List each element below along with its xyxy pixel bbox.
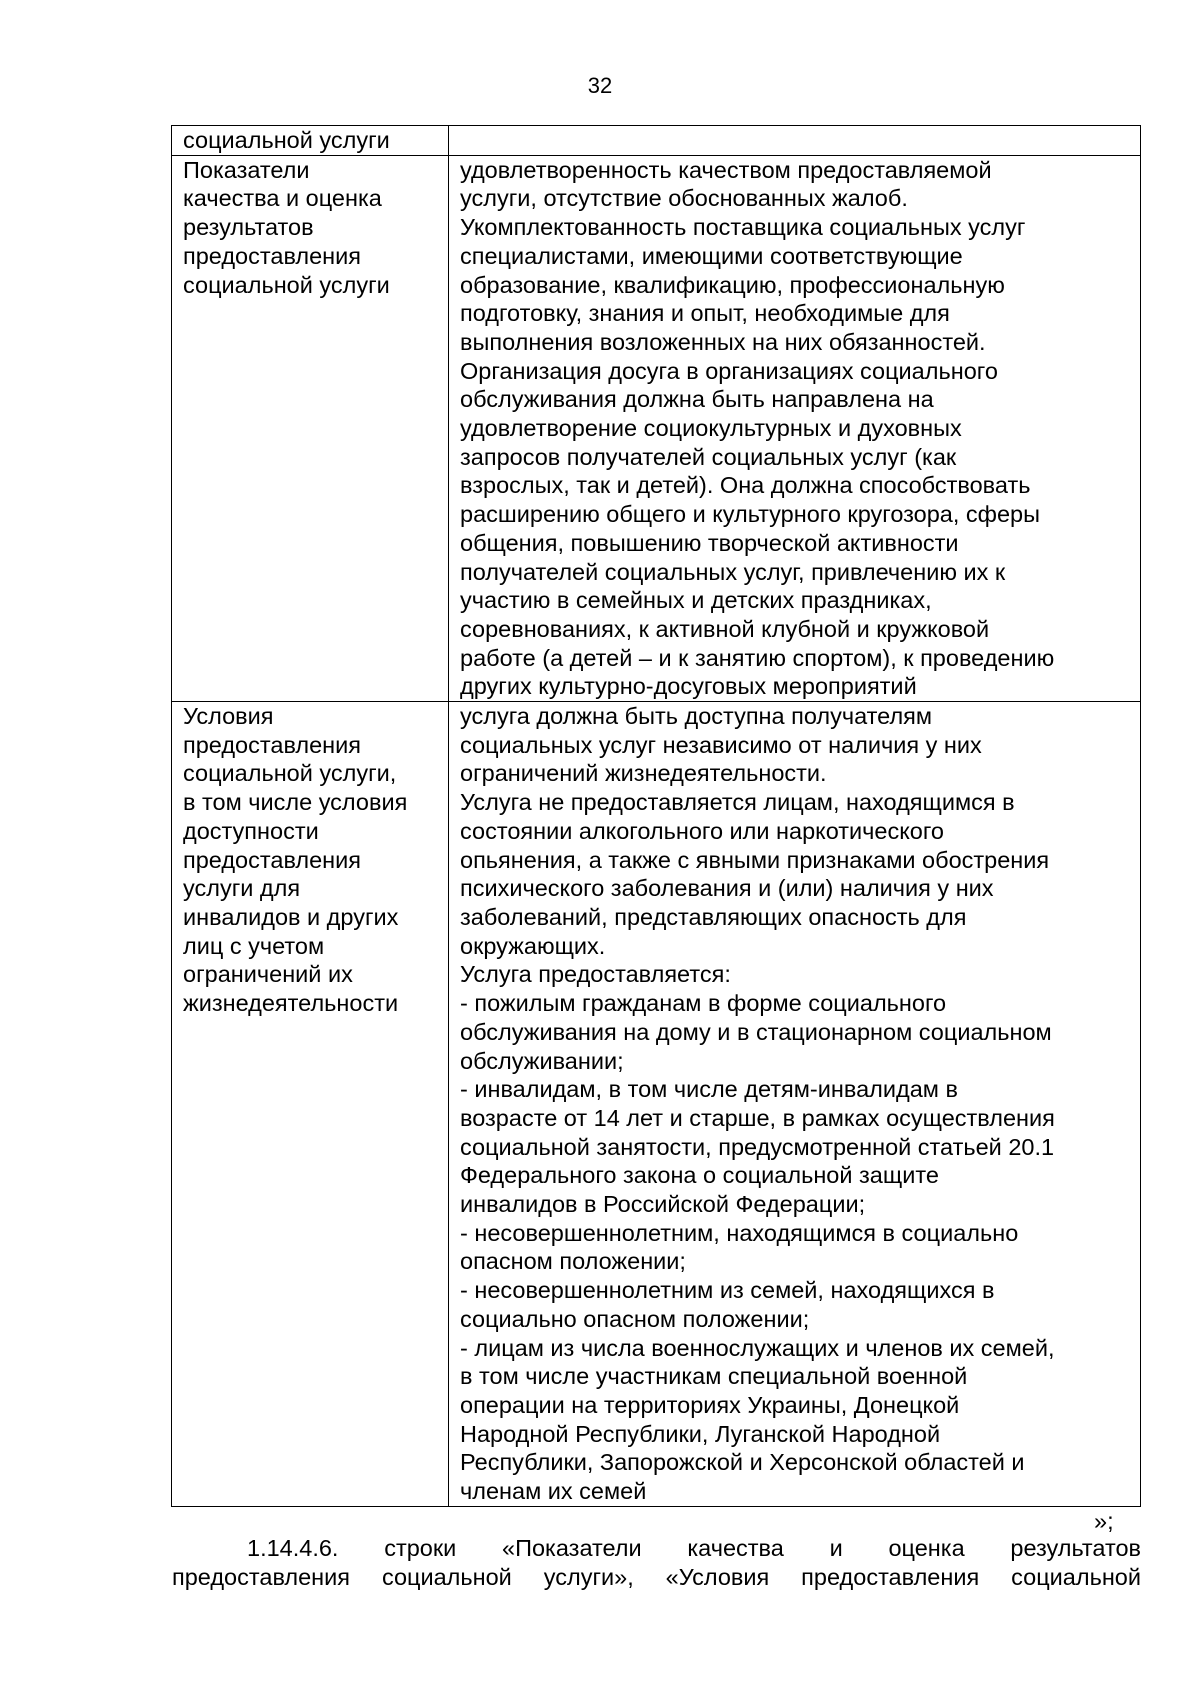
- text-line: предоставления: [183, 846, 362, 873]
- text-line: Федерального закона о социальной защите: [460, 1162, 939, 1189]
- text-line: взрослых, так и детей). Она должна способствовать: [460, 472, 1031, 499]
- row-content-cell: [449, 702, 1141, 1507]
- text-line: Показатели: [183, 156, 310, 183]
- text-line: в том числе участникам специальной военной: [460, 1363, 968, 1390]
- text-line: инвалидов и других: [183, 903, 399, 930]
- text-line: операции на территориях Украины, Донецкой: [460, 1391, 960, 1418]
- text-line: - несовершеннолетним, находящимся в социально: [460, 1219, 1019, 1246]
- row-label-cell: [172, 702, 449, 1507]
- row-label-cell: [172, 126, 449, 156]
- text-line: удовлетворенность качеством предоставляемой: [460, 156, 992, 183]
- text-line: специалистами, имеющими соответствующие: [460, 242, 963, 269]
- text-line: Услуга не предоставляется лицам, находящимся в: [460, 789, 1015, 816]
- text-line: в том числе условия: [183, 789, 408, 816]
- text-line: опьянения, а также с явными признаками обострения: [460, 846, 1050, 873]
- paragraph-line-2: предоставления социальной услуги», «Условия предоставления социальной: [172, 1564, 1141, 1590]
- paragraph-line-1: 1.14.4.6. строки «Показатели качества и оценка результатов: [247, 1535, 1141, 1561]
- table-body: [172, 126, 1141, 1507]
- text-line: получателей социальных услуг, привлечению их к: [460, 558, 1006, 585]
- row-label-cell: [172, 155, 449, 701]
- text-line: услуга должна быть доступна получателям: [460, 703, 933, 730]
- text-line: Укомплектованность поставщика социальных услуг: [460, 214, 1026, 241]
- text-line: соревнованиях, к активной клубной и кружковой: [460, 615, 990, 642]
- text-line: - лицам из числа военнослужащих и членов их семей,: [460, 1334, 1055, 1361]
- services-table: [171, 125, 1141, 1507]
- text-line: образование, квалификацию, профессиональную: [460, 271, 1005, 298]
- text-line: социально опасном положении;: [460, 1305, 810, 1332]
- text-line: инвалидов в Российской Федерации;: [460, 1191, 866, 1218]
- text-line: ограничений их: [183, 961, 353, 988]
- text-line: других культурно-досуговых мероприятий: [460, 673, 917, 700]
- text-line: доступности: [183, 817, 319, 844]
- text-line: качества и оценка: [183, 185, 382, 212]
- text-line: Условия: [183, 703, 274, 730]
- text-line: предоставления: [183, 731, 362, 758]
- text-line: психического заболевания и (или) наличия у них: [460, 875, 994, 902]
- text-line: удовлетворение социокультурных и духовных: [460, 415, 962, 442]
- table-row: [172, 155, 1141, 701]
- text-line: Организация досуга в организациях социального: [460, 357, 998, 384]
- text-line: обслуживания должна быть направлена на: [460, 386, 934, 413]
- text-line: предоставления: [183, 242, 362, 269]
- text-line: Республики, Запорожской и Херсонской областей и: [460, 1449, 1025, 1476]
- text-line: Услуга предоставляется:: [460, 961, 731, 988]
- text-line: работе (а детей – и к занятию спортом), к проведению: [460, 644, 1055, 671]
- page-number: 32: [587, 73, 613, 98]
- text-line: социальных услуг независимо от наличия у них: [460, 731, 982, 758]
- text-line: заболеваний, представляющих опасность для: [460, 903, 967, 930]
- row-content-cell: [449, 155, 1141, 701]
- text-line: опасном положении;: [460, 1248, 686, 1275]
- table-row: [172, 126, 1141, 156]
- text-line: социальной занятости, предусмотренной статьей 20.1: [460, 1133, 1055, 1160]
- text-line: услуги для: [183, 875, 301, 902]
- text-line: участию в семейных и детских праздниках,: [460, 587, 932, 614]
- text-line: членам их семей: [460, 1478, 647, 1505]
- text-line: лиц с учетом: [183, 932, 325, 959]
- text-line: социальной услуги: [183, 271, 390, 298]
- text-line: услуги, отсутствие обоснованных жалоб.: [460, 185, 908, 212]
- text-line: окружающих.: [460, 932, 606, 959]
- text-line: - пожилым гражданам в форме социального: [460, 990, 947, 1017]
- text-line: социальной услуги,: [183, 760, 397, 787]
- text-line: подготовку, знания и опыт, необходимые для: [460, 300, 950, 327]
- text-line: запросов получателей социальных услуг (как: [460, 443, 957, 470]
- text-line: жизнедеятельности: [183, 990, 399, 1017]
- closing-quote: »;: [1094, 1508, 1114, 1534]
- table-row: [172, 702, 1141, 1507]
- text-line: расширению общего и культурного кругозора, сферы: [460, 501, 1041, 528]
- text-line: обслуживании;: [460, 1047, 624, 1074]
- text-line: - несовершеннолетним из семей, находящихся в: [460, 1277, 995, 1304]
- text-line: общения, повышению творческой активности: [460, 529, 959, 556]
- text-line: выполнения возложенных на них обязанностей.: [460, 328, 986, 355]
- text-line: ограничений жизнедеятельности.: [460, 760, 827, 787]
- text-line: социальной услуги: [183, 127, 390, 153]
- text-line: - инвалидам, в том числе детям-инвалидам в: [460, 1076, 958, 1103]
- text-line: возрасте от 14 лет и старше, в рамках осуществления: [460, 1104, 1055, 1131]
- text-line: результатов: [183, 214, 314, 241]
- text-line: Народной Республики, Луганской Народной: [460, 1420, 941, 1447]
- text-line: состоянии алкогольного или наркотического: [460, 817, 944, 844]
- text-line: обслуживания на дому и в стационарном социальном: [460, 1018, 1052, 1045]
- row-content-cell: [449, 126, 1141, 156]
